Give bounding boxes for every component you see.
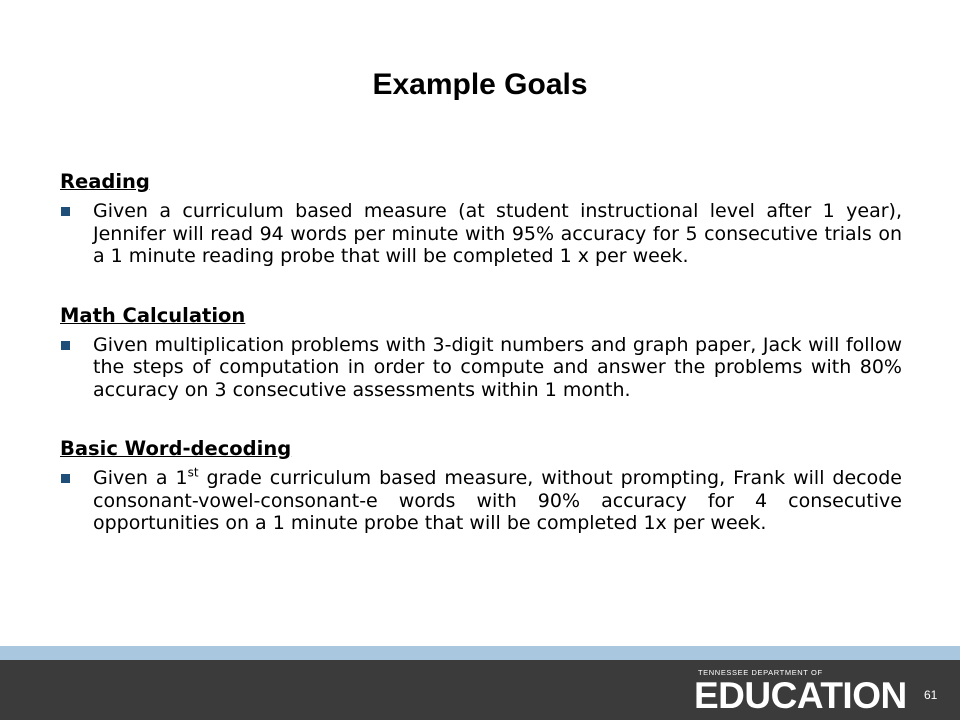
square-bullet-icon [61, 341, 70, 350]
bullet-text [93, 467, 902, 535]
slide-title: Example Goals [372, 68, 588, 101]
page-number: 61 [924, 688, 938, 702]
reading-section [60, 170, 902, 268]
section-spacer [60, 401, 902, 437]
list-item [60, 334, 902, 402]
list-item [60, 200, 902, 268]
logo-department-text: TENNESSEE DEPARTMENT OF [698, 668, 823, 677]
logo-education-text: EDUCATION [694, 675, 907, 716]
bullet-text-suffix: grade curriculum based measure, without prompting, Frank will decode consonant-vowel-consonant-e words with 90% accuracy for 4 consecutive opportunities on a 1 minute probe that will be completed 1x per week. [93, 467, 902, 534]
section-spacer [60, 268, 902, 304]
goals-content [60, 170, 902, 535]
word-decoding-section [60, 437, 902, 535]
bullet-text: Given multiplication problems with 3-digit numbers and graph paper, Jack will follow the steps of computation in order to compute and answer the problems with 80% accuracy on 3 consecutive assessments within 1 month. [93, 333, 902, 401]
bullet-text-prefix: Given a 1 [93, 467, 188, 489]
section-heading-basic-word-decoding: Basic Word-decoding [60, 437, 292, 460]
bullet-text: Given a curriculum based measure (at student instructional level after 1 year), Jennifer will read 94 words per minute with 95% accuracy for 5 consecutive trials on a 1 minute reading probe that will be completed 1 x per week. [93, 200, 902, 267]
ordinal-superscript: st [187, 465, 199, 480]
section-heading-reading: Reading [60, 170, 150, 193]
tn-education-logo [694, 668, 908, 714]
footer-accent-strip [0, 646, 960, 660]
list-item [60, 467, 902, 535]
section-heading-math-calculation: Math Calculation [60, 303, 246, 327]
square-bullet-icon [61, 207, 70, 216]
math-calculation-section [60, 304, 902, 402]
square-bullet-icon [61, 474, 70, 483]
